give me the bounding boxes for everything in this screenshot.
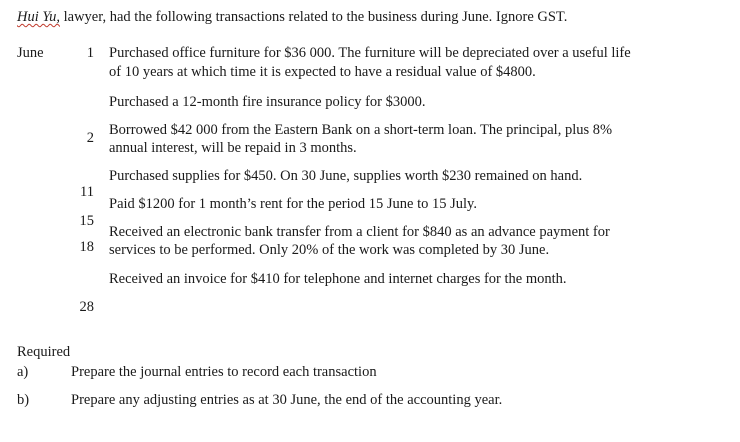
intro-sentence <box>17 8 567 26</box>
transaction-line: Purchased supplies for $450. On 30 June, supplies worth $230 remained on hand. <box>109 168 583 184</box>
transaction-line: Purchased office furniture for $36 000. The furniture will be depreciated over a useful life <box>109 45 631 61</box>
transaction-line: annual interest, will be repaid in 3 months. <box>109 140 357 156</box>
intro-rest: lawyer, had the following transactions related to the business during June. Ignore GST. <box>59 9 568 25</box>
day-number: 18 <box>79 239 94 255</box>
day-number: 11 <box>80 184 94 200</box>
part-text: Prepare any adjusting entries as at 30 June, the end of the accounting year. <box>71 392 503 408</box>
day-number: 1 <box>86 45 94 61</box>
day-number: 2 <box>86 130 94 146</box>
transaction-line: of 10 years at which time it is expected to have a residual value of $4800. <box>109 64 536 80</box>
transaction-line: services to be performed. Only 20% of the work was completed by 30 June. <box>109 242 550 258</box>
part-letter: a) <box>17 364 29 380</box>
month-label: June <box>17 45 44 61</box>
transaction-line: Paid $1200 for 1 month’s rent for the period 15 June to 15 July. <box>109 196 477 212</box>
transaction-line: Received an electronic bank transfer from a client for $840 as an advance payment for <box>109 224 610 240</box>
lawyer-name <box>17 9 60 25</box>
transaction-line: Received an invoice for $410 for telephone and internet charges for the month. <box>109 271 567 287</box>
transaction-line: Purchased a 12-month fire insurance policy for $3000. <box>109 94 426 110</box>
required-heading: Required <box>17 344 71 360</box>
intro-name: Hui Yu, <box>17 9 60 25</box>
transaction-line: Borrowed $42 000 from the Eastern Bank on a short-term loan. The principal, plus 8% <box>109 122 613 138</box>
part-letter: b) <box>17 392 30 408</box>
day-number: 15 <box>79 213 94 229</box>
part-text: Prepare the journal entries to record each transaction <box>71 364 377 380</box>
day-number: 28 <box>79 299 94 315</box>
